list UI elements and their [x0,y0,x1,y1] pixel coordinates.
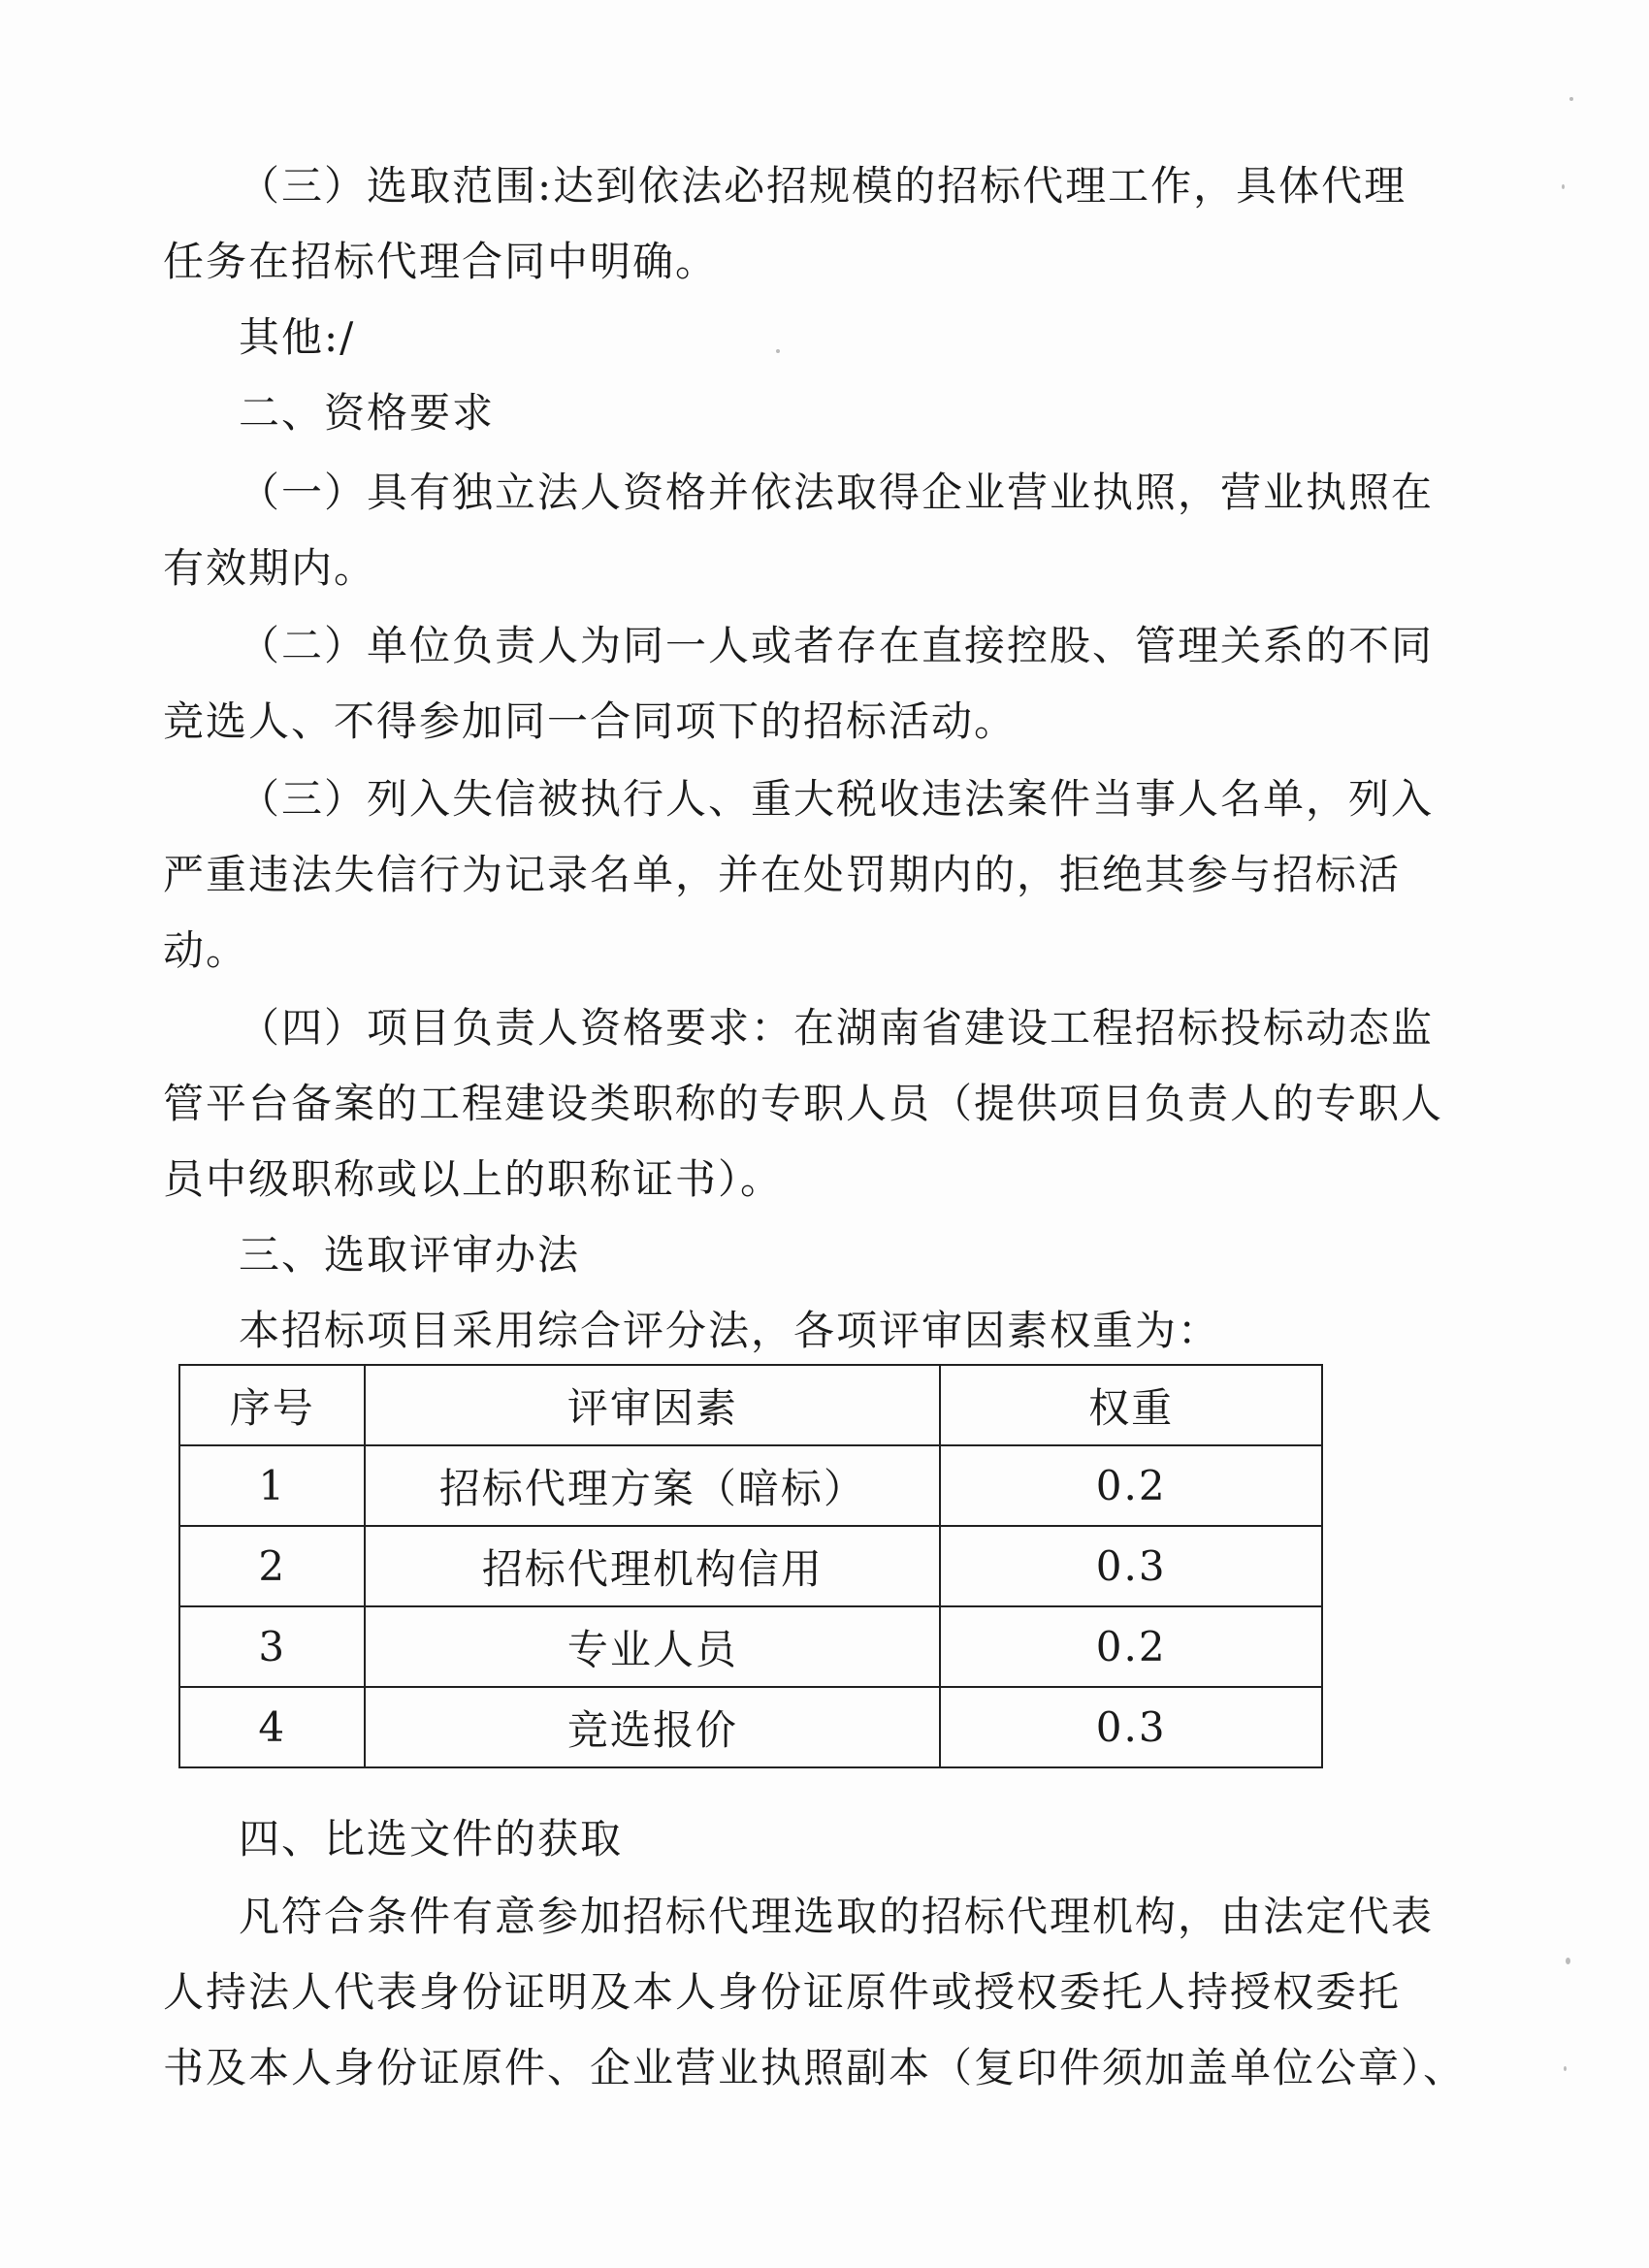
table-cell: 招标代理方案（暗标） [365,1445,940,1526]
paragraph-line: 员中级职称或以上的职称证书）。 [163,1155,784,1203]
paragraph-line: （四）项目负责人资格要求：在湖南省建设工程招标投标动态监 [239,1004,1435,1052]
section-heading: 四、比选文件的获取 [239,1815,624,1863]
table-cell: 专业人员 [365,1606,940,1687]
paragraph-line: 其他:/ [239,313,356,361]
section-heading: 二、资格要求 [239,389,496,437]
table-cell: 0.2 [940,1445,1322,1526]
table-cell: 0.2 [940,1606,1322,1687]
paragraph-line: 竞选人、不得参加同一合同项下的招标活动。 [163,697,1018,745]
scan-speck [776,349,780,353]
paragraph-line: （二）单位负责人为同一人或者存在直接控股、管理关系的不同 [239,622,1435,669]
paragraph-line: 管平台备案的工程建设类职称的专职人员（提供项目负责人的专职人 [163,1080,1444,1127]
table-row [179,1445,1322,1526]
table-cell: 3 [179,1606,365,1687]
table-row [179,1687,1322,1767]
table-cell: 0.3 [940,1687,1322,1767]
table-cell: 招标代理机构信用 [365,1526,940,1606]
paragraph-line: 有效期内。 [163,544,377,592]
paragraph-line: （一）具有独立法人资格并依法取得企业营业执照，营业执照在 [239,469,1435,516]
table-cell: 1 [179,1445,365,1526]
paragraph-line: （三）选取范围:达到依法必招规模的招标代理工作，具体代理 [239,162,1407,210]
table-row [179,1606,1322,1687]
table-header-cell: 评审因素 [365,1365,940,1445]
table-header-cell: 权重 [940,1365,1322,1445]
paragraph-line: 动。 [163,926,249,974]
paragraph-line: （三）列入失信被执行人、重大税收违法案件当事人名单，列入 [239,775,1435,823]
table-cell: 0.3 [940,1526,1322,1606]
paragraph-line: 任务在招标代理合同中明确。 [163,238,719,285]
paragraph-line: 凡符合条件有意参加招标代理选取的招标代理机构，由法定代表 [239,1893,1435,1940]
paragraph-line: 人持法人代表身份证明及本人身份证原件或授权委托人持授权委托 [163,1968,1402,2016]
paragraph-line: 书及本人身份证原件、企业营业执照副本（复印件须加盖单位公章）、 [163,2044,1467,2091]
table-row [179,1526,1322,1606]
evaluation-weights-table [178,1364,1323,1768]
table-cell: 4 [179,1687,365,1767]
table-cell: 竞选报价 [365,1687,940,1767]
scan-speck [1569,97,1573,101]
scan-speck [1566,1958,1570,1964]
section-heading: 三、选取评审办法 [239,1231,581,1279]
paragraph-line: 严重违法失信行为记录名单，并在处罚期内的，拒绝其参与招标活 [163,851,1402,898]
scan-speck [1562,184,1565,189]
paragraph-line: 本招标项目采用综合评分法，各项评审因素权重为： [239,1307,1221,1354]
table-header-row [179,1365,1322,1445]
table-header-cell: 序号 [179,1365,365,1445]
table-cell: 2 [179,1526,365,1606]
scan-speck [1564,2066,1567,2071]
